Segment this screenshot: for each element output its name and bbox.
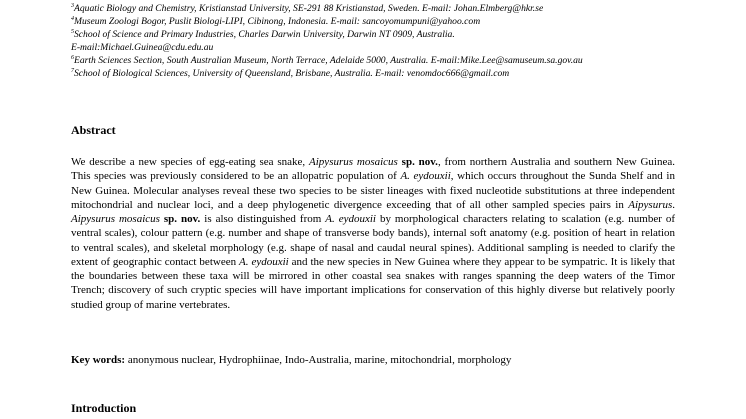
affiliation-4 xyxy=(71,15,583,28)
species-name: A. eydouxii xyxy=(239,255,289,268)
abstract-segment: . xyxy=(672,198,675,211)
species-name: A. eydouxii xyxy=(325,213,376,225)
abstract-segment: , from northern Australia and southern New Guinea. This species was previously considered to be an allopatric population of xyxy=(71,156,675,183)
sp-nov-marker: sp. nov. xyxy=(401,156,438,168)
affiliation-text: Earth Sciences Section, South Australian Museum, North Terrace, Adelaide 5000, Australia. E-mail:Mike.Lee@samuseum.sa.gov.au xyxy=(74,55,583,66)
affiliation-7 xyxy=(71,67,583,80)
affiliation-text: E-mail:Michael.Guinea@cdu.edu.au xyxy=(71,42,214,53)
affiliation-marker: 5 xyxy=(71,29,74,35)
abstract-segment: by morphological characters relating to scalation (e.g. number of ventral scales), colour pattern (e.g. number and shape of transverse body bands), internal soft anatomy (e.g. position of heart in relation to ventral scales), and skeletal morphology (e.g. shape of nasal and caudal neural spines). Additional sampling is needed to clarify the extent of geographic contact between xyxy=(71,213,675,268)
affiliation-marker: 3 xyxy=(71,3,74,9)
affiliation-text: Aquatic Biology and Chemistry, Kristianstad University, SE-291 88 Kristianstad, Sweden. E-mail: Johan.Elmberg@hkr.se xyxy=(74,3,544,14)
affiliation-6 xyxy=(71,54,583,67)
species-name: Aipysurus mosaicus xyxy=(71,213,160,225)
affiliation-marker: 4 xyxy=(71,16,74,22)
affiliation-marker: 7 xyxy=(71,68,74,74)
species-name: A. eydouxii xyxy=(400,170,451,183)
abstract-body xyxy=(71,155,675,312)
affiliation-5 xyxy=(71,28,583,41)
affiliation-3 xyxy=(71,2,583,15)
abstract-segment: and the new species in New Guinea where they appear to be sympatric. It is likely that the boundaries between these taxa will be mirrored in other coastal sea snakes with ranges spanning the deep waters of the Timor Trench; discovery of such cryptic species will have important implications for conservation of this highly diverse but relatively poorly studied group of marine vertebrates. xyxy=(71,255,675,311)
affiliations-list xyxy=(71,2,583,80)
introduction-heading: Introduction xyxy=(71,401,137,415)
abstract-segment: We describe a new species of egg-eating sea snake, xyxy=(71,156,310,168)
affiliation-marker: 6 xyxy=(71,55,74,61)
keywords-text: anonymous nuclear, Hydrophiinae, Indo-Australia, marine, mitochondrial, morphology xyxy=(125,354,512,366)
affiliation-5-email xyxy=(71,41,583,54)
abstract-segment: is also distinguished from xyxy=(200,213,326,225)
species-name: Aipysurus mosaicus xyxy=(309,156,398,168)
sp-nov-marker: sp. nov. xyxy=(163,213,201,225)
affiliation-text: Museum Zoologi Bogor, Puslit Biologi-LIPI, Cibinong, Indonesia. E-mail: sancoyomumpuni@yahoo.com xyxy=(74,16,481,27)
genus-name: Aipysurus xyxy=(628,198,673,211)
keywords-label: Key words: xyxy=(71,354,126,366)
abstract-heading: Abstract xyxy=(71,123,116,137)
affiliation-text: School of Science and Primary Industries, Charles Darwin University, Darwin NT 0909, Australia. xyxy=(74,29,455,40)
affiliation-text: School of Biological Sciences, University of Queensland, Brisbane, Australia. E-mail: venomdoc666@gmail.com xyxy=(74,68,510,79)
keywords-line xyxy=(71,353,675,367)
abstract-segment: , which occurs throughout the Sunda Shelf and in New Guinea. Molecular analyses reveal these two species to be sister lineages with fixed nucleotide substitutions at three independent mitochondrial and nuclear loci, and a deep phylogenetic divergence exceeding that of all other sampled species pairs in xyxy=(71,170,675,211)
